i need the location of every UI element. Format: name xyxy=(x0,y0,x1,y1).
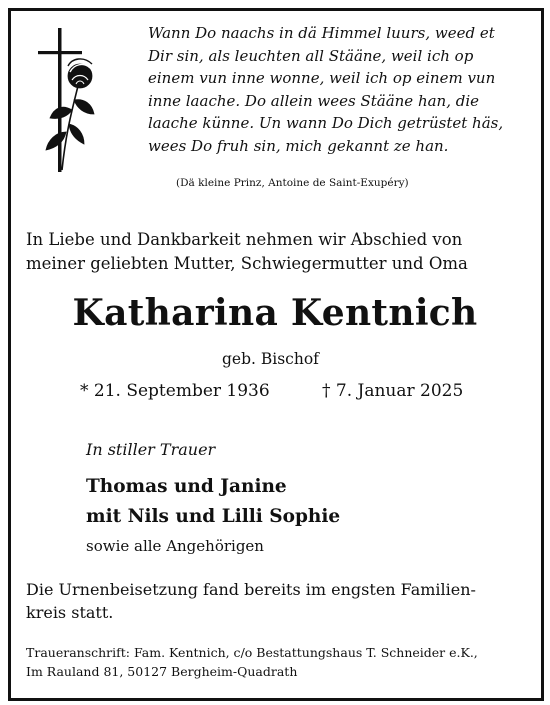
birth-date: * 21. September 1936 xyxy=(80,381,270,401)
poem-line: Dir sin, als leuchten all Stääne, weil ich op xyxy=(148,46,474,65)
poem-quote xyxy=(148,22,528,158)
maiden-name: geb. Bischof xyxy=(222,350,319,368)
address-line: Im Rauland 81, 50127 Bergheim-Quadrath xyxy=(26,664,298,679)
burial-line: kreis statt. xyxy=(26,603,114,622)
poem-attribution: (Dä kleine Prinz, Antoine de Saint-Exupéry) xyxy=(176,177,409,189)
intro-line: In Liebe und Dankbarkeit nehmen wir Abschied von xyxy=(26,230,463,249)
burial-notice xyxy=(26,578,476,624)
poem-line: einem vun inne wonne, weil ich op einem vun xyxy=(148,69,496,88)
burial-line: Die Urnenbeisetzung fand bereits im engsten Familien- xyxy=(26,580,476,599)
rose-icon xyxy=(46,59,94,170)
mourner-names: Thomas und Janine xyxy=(86,476,287,497)
poem-line: laache künne. Un wann Do Dich getrüstet häs, xyxy=(148,114,504,133)
address-line: Traueranschrift: Fam. Kentnich, c/o Bestattungshaus T. Schneider e.K., xyxy=(26,645,478,660)
mourning-heading: In stiller Trauer xyxy=(86,440,216,459)
cross-rose-emblem xyxy=(22,20,112,172)
mourning-address xyxy=(26,643,478,681)
mourner-names-children: mit Nils und Lilli Sophie xyxy=(86,506,341,527)
farewell-intro xyxy=(26,228,468,276)
deceased-name: Katharina Kentnich xyxy=(72,292,478,334)
poem-line: inne laache. Do allein wees Stääne han, die xyxy=(148,91,480,110)
intro-line: meiner geliebten Mutter, Schwiegermutter und Oma xyxy=(26,254,468,273)
relatives-note: sowie alle Angehörigen xyxy=(86,537,264,555)
death-date: † 7. Januar 2025 xyxy=(322,381,464,401)
poem-line: Wann Do naachs in dä Himmel luurs, weed et xyxy=(148,24,495,42)
poem-line: wees Do fruh sin, mich gekannt ze han. xyxy=(148,136,449,155)
